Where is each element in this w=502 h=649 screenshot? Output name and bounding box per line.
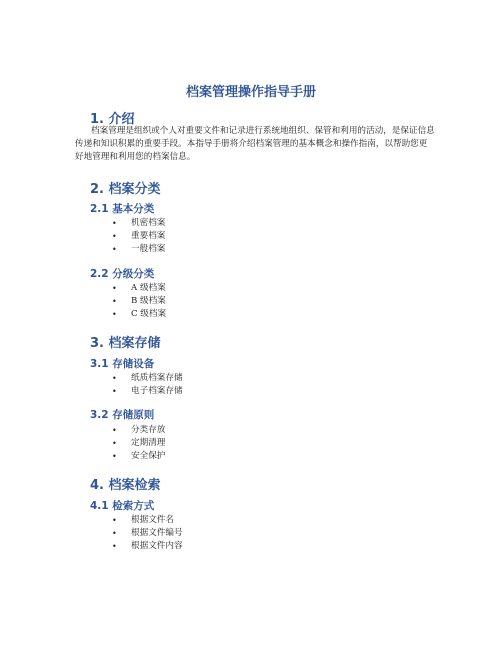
bullet-icon: • (112, 374, 117, 383)
document-page: 档案管理操作指导手册 1. 介绍 档案管理是组织或个人对重要文件和记录进行系统地组织、保管和利用的活动，是保证信息传递和知识积累的重要手段。本指导手册将介绍档案管理的基本概念和操作指南，以帮助您更好地管理和利用您的档案信息。 2. 档案分类 2.1 基本分类 • 机密档案 • 重要档案 • 一般档案 2.2 分级分类 • A 级档案 • B 级档案 • C 级档案 3. 档案存储 3.1 存储设备 • 纸质档案存储 • 电子档案存储 3.2 存储原则 • 分类存放 • 定期清理 • 安全保护 4. 档案检索 4.1 检索方式 • 根据文件名 • 根据文件编号 • 根据文件内容 (0, 0, 502, 649)
bullet-icon: • (112, 387, 117, 397)
bullet-icon: • (112, 232, 117, 242)
bullet-icon: • (112, 245, 117, 255)
bullet-icon: • (112, 219, 117, 228)
bullet-icon: • (112, 297, 117, 307)
bullet-icon: • (112, 284, 117, 293)
subsection-heading-grade-classification: 2.2 分级分类 (90, 268, 155, 280)
subsection-heading-basic-classification: 2.1 基本分类 (90, 203, 155, 215)
bullet-icon: • (112, 310, 117, 320)
section-heading-classification: 2. 档案分类 (90, 182, 161, 197)
subsection-heading-storage-devices: 3.1 存储设备 (90, 358, 155, 370)
bullet-icon: • (112, 529, 117, 539)
subsection-heading-storage-principles: 3.2 存储原则 (90, 409, 155, 421)
bullet-icon: • (112, 452, 117, 462)
section-heading-storage: 3. 档案存储 (90, 336, 161, 351)
bullet-icon: • (112, 516, 117, 525)
document-title: 档案管理操作指导手册 (185, 85, 316, 100)
section-heading-intro: 1. 介绍 (90, 112, 135, 127)
bullet-icon: • (112, 439, 117, 449)
subsection-heading-retrieval-methods: 4.1 检索方式 (90, 500, 155, 512)
bullet-icon: • (112, 426, 117, 435)
section-heading-retrieval: 4. 档案检索 (90, 478, 161, 493)
intro-paragraph: 档案管理是组织或个人对重要文件和记录进行系统地组织、保管和利用的活动，是保证信息传递和知识积累的重要手段。本指导手册将介绍档案管理的基本概念和操作指南，以帮助您更好地管理和利用您的档案信息。 (75, 126, 435, 162)
bullet-icon: • (112, 542, 117, 552)
